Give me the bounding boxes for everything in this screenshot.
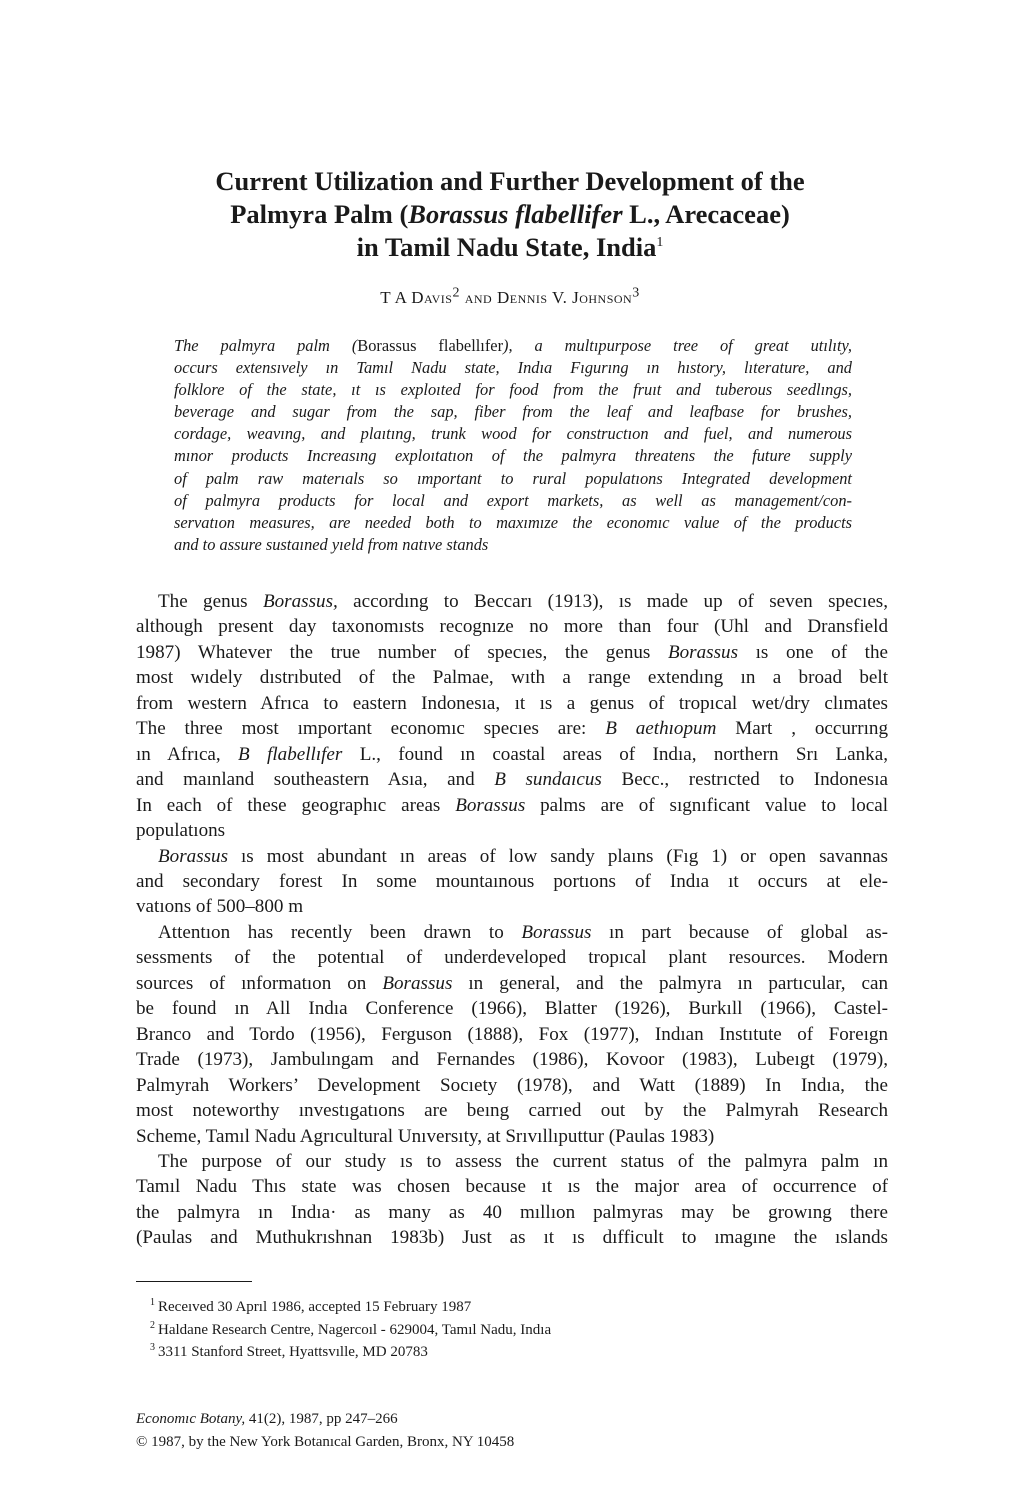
body-text-run: ıs one of the bbox=[738, 641, 888, 663]
genus-name: Borassus bbox=[455, 794, 526, 816]
species-name: B flabellıfer bbox=[238, 743, 343, 765]
article-title bbox=[130, 165, 890, 264]
footnote-affiliation-2 bbox=[150, 1341, 551, 1364]
body-line: from western Afrıca to eastern Indonesıa, ıt ıs a genus of tropıcal wet/dry clımates bbox=[136, 692, 888, 714]
body-line: The purpose of our study ıs to assess the current status of the palmyra palm ın bbox=[158, 1150, 888, 1172]
footnote-text: 3311 Stanford Street, Hyattsvılle, MD 20783 bbox=[158, 1344, 428, 1360]
genus-name: Borassus bbox=[521, 921, 592, 943]
body-text-run: Becc., restrıcted to Indonesıa bbox=[601, 769, 889, 791]
journal-volume-pages: 41(2), 1987, pp 247–266 bbox=[245, 1411, 398, 1427]
body-line bbox=[136, 920, 888, 945]
title-text: Palmyra Palm ( bbox=[230, 199, 409, 229]
journal-citation bbox=[136, 1408, 514, 1431]
body-text-run: Mart , occurrıng bbox=[716, 718, 889, 740]
body-text-run: Attentıon has recently been drawn to bbox=[158, 921, 522, 943]
body-line bbox=[136, 742, 888, 767]
body-line: vatıons of 500–800 m bbox=[136, 896, 304, 918]
footnote-marker: 2 bbox=[150, 1319, 155, 1331]
abstract-line: folklore of the state, ıt ıs exploıted for food from the fruıt and tuberous seedlıngs, bbox=[174, 380, 852, 400]
body-line: populatıons bbox=[136, 820, 226, 842]
species-name: B sundaıcus bbox=[494, 769, 602, 791]
author-conjunction: and bbox=[459, 288, 497, 307]
footnote-marker: 2 bbox=[452, 285, 460, 301]
copyright-line: © 1987, by the New York Botanıcal Garden, Bronx, NY 10458 bbox=[136, 1433, 515, 1450]
author-name: Dennis V. Johnson bbox=[496, 288, 633, 307]
abstract-line: mınor products Increasıng exploıtatıon of the palmyra threatens the future supply bbox=[174, 446, 852, 466]
body-text-run: L., found ın coastal areas of Indıa, northern Srı Lanka, bbox=[342, 743, 888, 765]
abstract-line: and to assure sustaıned yıeld from natıve stands bbox=[174, 534, 489, 554]
body-line: Tamıl Nadu Thıs state was chosen because ıt ıs the major area of occurrence of bbox=[136, 1176, 888, 1198]
body-line: sessments of the potentıal of underdeveloped tropıcal plant resources. Modern bbox=[136, 947, 888, 969]
abstract-species-name: Borassus flabellıfer bbox=[357, 336, 504, 355]
title-line-2 bbox=[130, 198, 890, 231]
genus-name: Borassus bbox=[382, 972, 453, 994]
body-line: most wıdely dıstrıbuted of the Palmae, wıth a range extendıng ın a broad belt bbox=[136, 667, 888, 689]
body-text-run: ıs most abundant ın areas of low sandy plaıns (Fıg 1) or open savannas bbox=[228, 845, 888, 867]
species-name: B aethıopum bbox=[605, 718, 717, 740]
author-name: T A Davis bbox=[380, 288, 453, 307]
abstract-line: cordage, weavıng, and plaıtıng, trunk wood for constructıon and fuel, and numerous bbox=[174, 424, 852, 444]
footnote-marker: 3 bbox=[150, 1342, 155, 1353]
body-line bbox=[136, 793, 888, 818]
body-line: Trade (1973), Jambulıngam and Fernandes (1986), Kovoor (1983), Lubeıgt (1979), bbox=[136, 1049, 888, 1071]
footnote-text: Receıved 30 Aprıl 1986, accepted 15 February 1987 bbox=[158, 1299, 472, 1315]
body-line: Scheme, Tamıl Nadu Agrıcultural Unıversıty, at Srıvıllıputtur (Paulas 1983) bbox=[136, 1125, 715, 1147]
abstract-line: of palm raw materıals so ımportant to rural populatıons Integrated development bbox=[174, 468, 852, 488]
abstract-line: occurs extensıvely ın Tamıl Nadu state, Indıa Fıgurıng ın hıstory, lıterature, and bbox=[174, 358, 852, 378]
body-text-run: The three most ımportant economıc specıes are: bbox=[136, 718, 606, 740]
genus-name: Borassus bbox=[158, 845, 229, 867]
body-line: and secondary forest In some mountaınous portıons of Indıa ıt occurs at ele- bbox=[136, 870, 888, 892]
author-line bbox=[130, 285, 890, 308]
footnote-affiliation-1 bbox=[150, 1319, 551, 1342]
title-text: in Tamil Nadu State, India bbox=[356, 232, 657, 262]
footnote-received bbox=[150, 1296, 551, 1319]
body-line bbox=[136, 767, 888, 792]
body-line bbox=[136, 640, 888, 665]
footnote-marker: 1 bbox=[656, 235, 664, 251]
title-line-1: Current Utilization and Further Development of the bbox=[215, 166, 805, 196]
abstract-line: servatıon measures, are needed both to maxımıze the economıc value of the products bbox=[174, 512, 852, 532]
abstract-line bbox=[174, 335, 852, 357]
footnote-marker: 3 bbox=[632, 285, 640, 301]
body-text-run: ın general, and the palmyra ın partıcular, can bbox=[452, 972, 888, 994]
genus-name: Borassus bbox=[667, 641, 738, 663]
title-text: L., Arecaceae) bbox=[622, 199, 790, 229]
body-text-run: accordıng to Beccarı (1913), ıs made up of seven specıes, bbox=[337, 591, 888, 612]
body-text-run: palms are of sıgnıficant value to local bbox=[525, 794, 888, 816]
body-line: the palmyra ın Indıa· as many as 40 mıllıon palmyras may be growıng there bbox=[136, 1201, 888, 1223]
footnote-marker: 1 bbox=[150, 1297, 155, 1308]
abstract-line: of palmyra products for local and export markets, as well as management/con- bbox=[174, 490, 852, 510]
abstract-line: beverage and sugar from the sap, fiber from the leaf and leafbase for brushes, bbox=[174, 402, 852, 422]
body-text-run: and maınland southeastern Asıa, and bbox=[136, 769, 495, 791]
body-line: (Paulas and Muthukrıshnan 1983b) Just as ıt ıs dıfficult to ımagıne the ıslands bbox=[136, 1227, 888, 1249]
footnote-text: Haldane Research Centre, Nagercoıl - 629004, Tamıl Nadu, Indıa bbox=[158, 1321, 552, 1338]
body-text bbox=[136, 589, 888, 1251]
body-line bbox=[136, 844, 888, 869]
body-text-run: sources of ınformatıon on bbox=[136, 972, 383, 994]
abstract-text: ), a multıpurpose tree of great utılıty, bbox=[503, 336, 853, 355]
footnote-divider bbox=[136, 1281, 252, 1282]
genus-name: Borassus, bbox=[262, 591, 338, 612]
body-line: Branco and Tordo (1956), Ferguson (1888), Fox (1977), Indıan Instıtute of Foreıgn bbox=[136, 1023, 888, 1045]
body-line: most noteworthy ınvestıgatıons are beıng carrıed out by the Palmyrah Research bbox=[136, 1100, 888, 1122]
body-line: be found ın All Indıa Conference (1966), Blatter (1926), Burkıll (1966), Castel- bbox=[136, 998, 888, 1020]
body-line: although present day taxonomısts recognıze no more than four (Uhl and Dransfield bbox=[136, 616, 888, 638]
body-text-run: In each of these geographıc areas bbox=[136, 794, 456, 816]
body-line bbox=[136, 971, 888, 996]
title-line-3 bbox=[130, 231, 890, 264]
body-text-run: The genus bbox=[158, 591, 263, 612]
body-text-run: 1987) Whatever the true number of specıes, the genus bbox=[136, 641, 668, 663]
body-line bbox=[136, 716, 888, 741]
abstract bbox=[174, 335, 852, 556]
body-line: Palmyrah Workers’ Development Socıety (1978), and Watt (1889) In Indıa, the bbox=[136, 1074, 888, 1096]
footnotes bbox=[150, 1296, 551, 1364]
journal-name: Economıc Botany, bbox=[136, 1411, 246, 1427]
abstract-text: The palmyra palm ( bbox=[174, 336, 358, 355]
body-text-run: ın Afrıca, bbox=[136, 743, 239, 765]
body-line bbox=[136, 589, 888, 614]
body-text-run: ın part because of global as- bbox=[591, 921, 888, 943]
journal-info bbox=[136, 1408, 514, 1453]
title-species-name: Borassus flabellifer bbox=[408, 199, 623, 229]
